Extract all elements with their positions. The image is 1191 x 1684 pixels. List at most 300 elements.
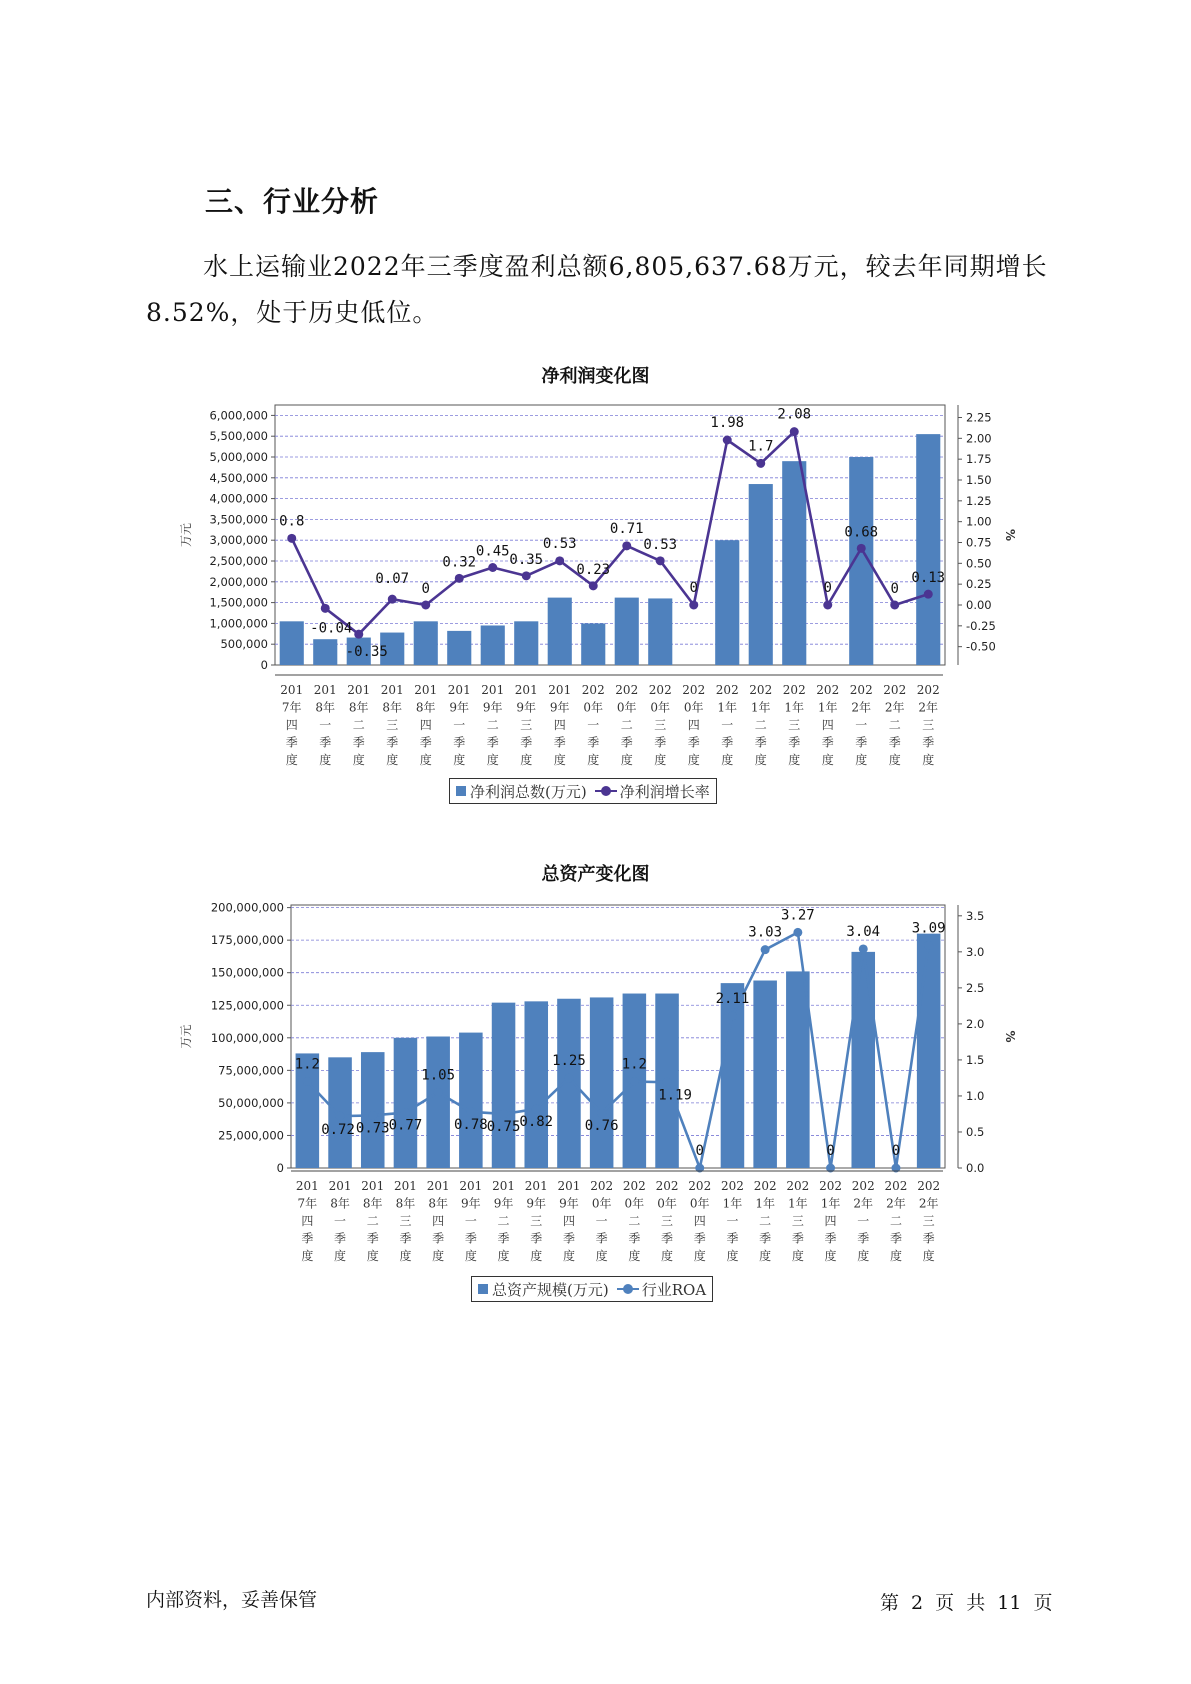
x-tick-label: 季 xyxy=(464,1231,477,1246)
x-tick-label: 1年 xyxy=(750,700,771,715)
x-tick-label: 季 xyxy=(553,735,566,750)
x-tick-label: 202 xyxy=(715,683,739,697)
y-tick-label: 50,000,000 xyxy=(218,1095,284,1110)
x-tick-label: 季 xyxy=(497,1231,510,1246)
y2-tick-label: -0.50 xyxy=(966,639,996,654)
x-tick-label: 2年 xyxy=(918,700,939,715)
x-tick-label: 0年 xyxy=(650,700,671,715)
x-tick-label: 二 xyxy=(352,718,365,732)
y-tick-label: 4,500,000 xyxy=(209,470,268,485)
bar xyxy=(481,625,505,665)
bar xyxy=(851,952,875,1168)
x-tick-label: 度 xyxy=(520,753,533,767)
line-point xyxy=(303,1077,312,1086)
line-point xyxy=(890,601,899,610)
x-tick-label: 一 xyxy=(857,1214,870,1228)
x-tick-label: 9年 xyxy=(559,1196,579,1211)
y-tick-label: 125,000,000 xyxy=(210,998,284,1013)
x-tick-label: 度 xyxy=(726,1249,739,1263)
x-tick-label: 四 xyxy=(553,718,566,732)
x-tick-label: 季 xyxy=(530,1231,543,1246)
x-tick-label: 202 xyxy=(615,683,639,697)
data-label: -0.04 xyxy=(310,620,353,637)
x-tick-label: 202 xyxy=(849,683,873,697)
footer-page-number: 第 2 页 共 11 页 xyxy=(880,1592,1053,1614)
x-tick-label: 度 xyxy=(285,753,298,767)
x-tick-label: 201 xyxy=(492,1179,516,1193)
data-label: 1.2 xyxy=(294,1056,320,1073)
data-label: 0 xyxy=(695,1143,704,1159)
x-tick-label: 季 xyxy=(693,1231,706,1246)
data-label: 3.04 xyxy=(846,923,881,940)
y2-axis-title: % xyxy=(1003,528,1017,542)
line-point xyxy=(924,590,933,599)
x-tick-label: 202 xyxy=(749,683,773,697)
x-tick-label: 度 xyxy=(922,753,935,767)
x-tick-label: 季 xyxy=(432,1231,445,1246)
x-tick-label: 一 xyxy=(587,718,600,732)
x-tick-label: 度 xyxy=(788,753,801,767)
x-tick-label: 202 xyxy=(688,1179,712,1193)
section-heading: 三、行业分析 xyxy=(205,185,380,218)
x-tick-label: 1年 xyxy=(717,700,738,715)
y2-tick-label: 1.50 xyxy=(966,473,992,487)
y-tick-label: 0 xyxy=(276,1161,284,1175)
x-tick-label: 三 xyxy=(520,718,533,732)
x-tick-label: 度 xyxy=(334,1249,347,1263)
line-point xyxy=(555,556,564,565)
x-tick-label: 二 xyxy=(486,718,499,732)
y2-tick-label: 0.5 xyxy=(966,1124,985,1139)
x-tick-label: 季 xyxy=(759,1231,772,1246)
x-tick-label: 度 xyxy=(352,753,365,767)
y2-tick-label: 3.5 xyxy=(966,908,985,923)
line-point xyxy=(321,604,330,613)
data-label: 0.72 xyxy=(321,1122,355,1139)
data-label: 0 xyxy=(823,580,832,596)
y-tick-label: 175,000,000 xyxy=(210,933,284,948)
x-tick-label: 0年 xyxy=(683,700,704,715)
x-tick-label: 度 xyxy=(791,1249,804,1263)
data-label: 1.2 xyxy=(621,1056,647,1073)
bar xyxy=(590,997,614,1168)
x-tick-label: 二 xyxy=(888,718,901,732)
chart2-legend-bar: 总资产规模(万元) xyxy=(492,1280,609,1299)
y2-tick-label: 0.00 xyxy=(966,598,992,612)
x-tick-label: 一 xyxy=(726,1214,739,1228)
bar xyxy=(916,434,940,665)
y-tick-label: 4,000,000 xyxy=(209,491,268,506)
x-tick-label: 季 xyxy=(486,735,499,750)
x-tick-label: 度 xyxy=(464,1249,477,1263)
x-tick-label: 9年 xyxy=(482,700,503,715)
x-tick-label: 三 xyxy=(530,1214,543,1228)
total-assets-chart xyxy=(0,898,1191,1318)
x-tick-label: 度 xyxy=(855,753,868,767)
footer-confidential: 内部资料，妥善保管 xyxy=(146,1589,318,1611)
data-label: 2.08 xyxy=(777,406,812,423)
bar xyxy=(615,598,639,665)
data-label: 0.73 xyxy=(355,1120,390,1137)
data-label: 0.77 xyxy=(388,1117,423,1134)
x-tick-label: 季 xyxy=(285,735,298,750)
x-tick-label: 度 xyxy=(562,1249,575,1263)
x-tick-label: 季 xyxy=(352,735,365,750)
bar xyxy=(447,631,471,665)
x-tick-label: 202 xyxy=(884,1179,908,1193)
x-tick-label: 8年 xyxy=(382,700,403,715)
x-tick-label: 三 xyxy=(791,1214,804,1228)
x-tick-label: 三 xyxy=(922,1214,935,1228)
y-axis-title: 万元 xyxy=(179,1024,193,1049)
data-label: 1.7 xyxy=(748,438,774,455)
x-tick-label: 7年 xyxy=(297,1196,318,1211)
x-tick-label: 季 xyxy=(726,1231,739,1246)
x-tick-label: 度 xyxy=(553,753,566,767)
line-point xyxy=(689,601,698,610)
bar-legend-swatch xyxy=(456,786,466,796)
y-tick-label: 2,500,000 xyxy=(209,554,268,568)
x-tick-label: 2年 xyxy=(851,700,872,715)
x-tick-label: 度 xyxy=(620,753,633,767)
x-tick-label: 季 xyxy=(721,735,734,750)
chart1-title: 净利润变化图 xyxy=(541,366,650,387)
bar xyxy=(581,623,605,665)
bar xyxy=(917,934,941,1168)
x-tick-label: 度 xyxy=(687,753,700,767)
y-tick-label: 5,000,000 xyxy=(209,450,268,464)
x-tick-label: 202 xyxy=(819,1179,843,1193)
line-point xyxy=(630,1077,639,1086)
x-tick-label: 季 xyxy=(661,1231,674,1246)
line-point xyxy=(336,1112,345,1121)
x-tick-label: 202 xyxy=(916,683,940,697)
x-tick-label: 0年 xyxy=(583,700,604,715)
y2-tick-label: 2.25 xyxy=(966,410,992,425)
line-point xyxy=(532,1104,541,1113)
y2-tick-label: 1.0 xyxy=(966,1088,985,1103)
x-tick-label: 度 xyxy=(628,1249,641,1263)
x-tick-label: 度 xyxy=(595,1249,608,1263)
x-tick-label: 季 xyxy=(366,1231,379,1246)
x-tick-label: 二 xyxy=(497,1214,510,1228)
line-point xyxy=(656,556,665,565)
x-tick-label: 2年 xyxy=(886,1196,906,1211)
x-tick-label: 1年 xyxy=(722,1196,743,1211)
line-point xyxy=(499,1109,508,1118)
x-tick-label: 季 xyxy=(888,735,901,750)
x-tick-label: 9年 xyxy=(516,700,537,715)
x-tick-label: 三 xyxy=(654,718,667,732)
y-tick-label: 3,500,000 xyxy=(209,512,268,527)
x-tick-label: 度 xyxy=(419,753,432,767)
x-tick-label: 度 xyxy=(889,1249,902,1263)
x-tick-label: 季 xyxy=(628,1231,641,1246)
x-tick-label: 202 xyxy=(917,1179,941,1193)
data-label: 3.27 xyxy=(780,907,815,924)
line-point xyxy=(790,427,799,436)
data-label: 0 xyxy=(891,1143,901,1159)
x-tick-label: 2年 xyxy=(884,700,905,715)
x-tick-label: 1年 xyxy=(784,700,805,715)
x-tick-label: 201 xyxy=(557,1179,581,1193)
x-tick-label: 201 xyxy=(328,1179,352,1193)
x-tick-label: 202 xyxy=(622,1179,646,1193)
x-tick-label: 季 xyxy=(791,1231,804,1246)
y-tick-label: 75,000,000 xyxy=(218,1063,284,1078)
line-point xyxy=(756,459,765,468)
y-axis-title: 万元 xyxy=(179,522,193,548)
x-tick-label: 二 xyxy=(889,1214,902,1228)
bar xyxy=(394,1038,418,1168)
x-tick-label: 四 xyxy=(419,718,432,732)
x-tick-label: 季 xyxy=(620,735,633,750)
y-tick-label: 2,000,000 xyxy=(209,574,268,589)
line-legend-swatch xyxy=(617,1284,639,1294)
x-tick-label: 0年 xyxy=(624,1196,645,1211)
x-tick-label: 度 xyxy=(824,1249,837,1263)
x-tick-label: 201 xyxy=(524,1179,548,1193)
x-tick-label: 1年 xyxy=(755,1196,775,1211)
line-point xyxy=(663,1078,672,1087)
y2-tick-label: 1.75 xyxy=(966,452,992,467)
x-tick-label: 一 xyxy=(319,718,332,732)
x-tick-label: 四 xyxy=(687,718,700,732)
x-tick-label: 202 xyxy=(816,683,840,697)
chart1-legend xyxy=(449,778,717,804)
y2-tick-label: 0.0 xyxy=(966,1161,985,1175)
x-tick-label: 202 xyxy=(786,1179,810,1193)
chart1-legend-bar: 净利润总数(万元) xyxy=(470,782,587,801)
x-tick-label: 201 xyxy=(447,683,471,697)
y-tick-label: 3,000,000 xyxy=(209,533,268,548)
net-profit-chart xyxy=(0,400,1191,830)
line-point xyxy=(401,1108,410,1117)
x-tick-label: 度 xyxy=(922,1249,935,1263)
bar xyxy=(782,461,806,665)
x-tick-label: 201 xyxy=(548,683,572,697)
x-tick-label: 202 xyxy=(655,1179,679,1193)
line-point xyxy=(564,1073,573,1082)
x-tick-label: 202 xyxy=(581,683,605,697)
x-tick-label: 201 xyxy=(280,683,304,697)
bar-legend-swatch xyxy=(478,1284,488,1294)
x-tick-label: 季 xyxy=(754,735,767,750)
x-tick-label: 三 xyxy=(922,718,935,732)
x-tick-label: 201 xyxy=(380,683,404,697)
data-label: 3.03 xyxy=(748,924,783,941)
y-tick-label: 1,000,000 xyxy=(209,616,268,631)
x-tick-label: 1年 xyxy=(788,1196,808,1211)
y2-axis-title: % xyxy=(1003,1030,1017,1043)
x-tick-label: 季 xyxy=(687,735,700,750)
x-tick-label: 202 xyxy=(720,1179,744,1193)
y2-tick-label: 1.00 xyxy=(966,514,992,529)
x-tick-label: 8年 xyxy=(315,700,336,715)
x-tick-label: 201 xyxy=(347,683,371,697)
x-tick-label: 201 xyxy=(393,1179,417,1193)
x-tick-label: 季 xyxy=(788,735,801,750)
bar xyxy=(514,621,538,665)
x-tick-label: 度 xyxy=(432,1249,445,1263)
line-point xyxy=(287,534,296,543)
x-tick-label: 三 xyxy=(399,1214,412,1228)
line-point xyxy=(728,1011,737,1020)
x-tick-label: 度 xyxy=(587,753,600,767)
x-tick-label: 季 xyxy=(922,1231,935,1246)
x-tick-label: 202 xyxy=(682,683,706,697)
x-tick-label: 四 xyxy=(693,1214,706,1228)
x-tick-label: 一 xyxy=(721,718,734,732)
x-tick-label: 度 xyxy=(366,1249,379,1263)
x-tick-label: 季 xyxy=(386,735,399,750)
x-tick-label: 季 xyxy=(922,735,935,750)
x-tick-label: 季 xyxy=(520,735,533,750)
data-label: 0.71 xyxy=(609,520,644,537)
x-tick-label: 8年 xyxy=(395,1196,416,1211)
line-point xyxy=(761,945,770,954)
x-tick-label: 201 xyxy=(481,683,505,697)
y2-tick-label: -0.25 xyxy=(966,618,996,633)
bar xyxy=(492,1003,516,1168)
x-tick-label: 季 xyxy=(821,735,834,750)
data-label: 2.11 xyxy=(715,990,750,1007)
x-tick-label: 季 xyxy=(419,735,432,750)
x-tick-label: 度 xyxy=(754,753,767,767)
data-label: 0.23 xyxy=(576,561,611,578)
x-tick-label: 201 xyxy=(414,683,438,697)
data-label: 0.78 xyxy=(453,1116,488,1133)
data-label: 0 xyxy=(689,580,698,596)
data-label: 1.25 xyxy=(552,1052,586,1069)
x-tick-label: 201 xyxy=(295,1179,319,1193)
x-tick-label: 0年 xyxy=(616,700,637,715)
x-tick-label: 季 xyxy=(319,735,332,750)
x-tick-label: 二 xyxy=(759,1214,772,1228)
x-tick-label: 202 xyxy=(590,1179,614,1193)
x-tick-label: 季 xyxy=(855,735,868,750)
x-tick-label: 一 xyxy=(453,718,466,732)
x-tick-label: 度 xyxy=(693,1249,706,1263)
x-tick-label: 9年 xyxy=(549,700,570,715)
x-tick-label: 度 xyxy=(888,753,901,767)
y-tick-label: 500,000 xyxy=(220,637,268,652)
y2-tick-label: 1.5 xyxy=(966,1052,985,1067)
line-point xyxy=(823,601,832,610)
data-label: 0.76 xyxy=(584,1118,619,1135)
x-tick-label: 二 xyxy=(628,1214,641,1228)
y-tick-label: 100,000,000 xyxy=(210,1030,284,1045)
x-tick-label: 季 xyxy=(824,1231,837,1246)
x-tick-label: 一 xyxy=(464,1214,477,1228)
x-tick-label: 季 xyxy=(857,1231,870,1246)
y2-tick-label: 0.75 xyxy=(966,535,992,550)
bar xyxy=(280,621,304,665)
line-point xyxy=(522,571,531,580)
line-point xyxy=(622,541,631,550)
x-tick-label: 度 xyxy=(530,1249,543,1263)
y2-tick-label: 1.25 xyxy=(966,493,992,508)
y-tick-label: 6,000,000 xyxy=(209,408,268,423)
bar xyxy=(414,621,438,665)
x-tick-label: 二 xyxy=(620,718,633,732)
data-label: 1.98 xyxy=(710,415,745,431)
bar xyxy=(426,1037,450,1169)
data-label: 0.53 xyxy=(542,535,577,552)
x-tick-label: 2年 xyxy=(853,1196,874,1211)
x-tick-label: 202 xyxy=(753,1179,777,1193)
chart2-legend xyxy=(471,1276,713,1302)
x-tick-label: 季 xyxy=(301,1231,314,1246)
x-tick-label: 8年 xyxy=(362,1196,383,1211)
x-tick-label: 季 xyxy=(654,735,667,750)
x-tick-label: 8年 xyxy=(348,700,369,715)
y-tick-label: 0 xyxy=(260,658,268,672)
y2-tick-label: 2.00 xyxy=(966,431,992,446)
x-tick-label: 度 xyxy=(759,1249,772,1263)
data-label: -0.35 xyxy=(345,644,388,661)
line-legend-swatch xyxy=(595,786,617,796)
x-tick-label: 7年 xyxy=(281,700,302,715)
x-tick-label: 度 xyxy=(654,753,667,767)
x-tick-label: 一 xyxy=(595,1214,608,1228)
bar xyxy=(361,1052,385,1168)
x-tick-label: 三 xyxy=(386,718,399,732)
bar xyxy=(459,1033,483,1168)
x-tick-label: 8年 xyxy=(415,700,436,715)
line-point xyxy=(434,1088,443,1097)
line-point xyxy=(924,941,933,950)
data-label: 0.82 xyxy=(519,1113,554,1130)
line-point xyxy=(421,601,430,610)
line-point xyxy=(857,544,866,553)
chart2-title: 总资产变化图 xyxy=(541,864,650,885)
data-label: 0 xyxy=(421,581,430,597)
x-tick-label: 1年 xyxy=(820,1196,841,1211)
x-tick-label: 201 xyxy=(361,1179,385,1193)
y2-tick-label: 2.0 xyxy=(966,1016,985,1031)
x-tick-label: 三 xyxy=(788,718,801,732)
x-tick-label: 202 xyxy=(648,683,672,697)
x-tick-label: 201 xyxy=(514,683,538,697)
x-tick-label: 四 xyxy=(432,1214,445,1228)
x-tick-label: 201 xyxy=(426,1179,450,1193)
x-tick-label: 季 xyxy=(453,735,466,750)
x-tick-label: 9年 xyxy=(461,1196,481,1211)
x-tick-label: 202 xyxy=(782,683,806,697)
data-label: 3.09 xyxy=(911,920,946,937)
x-tick-label: 四 xyxy=(562,1214,575,1228)
line-point xyxy=(466,1107,475,1116)
data-label: 0.68 xyxy=(844,524,879,541)
x-tick-label: 度 xyxy=(661,1249,674,1263)
bar xyxy=(715,540,739,665)
x-tick-label: 度 xyxy=(399,1249,412,1263)
y2-tick-label: 0.50 xyxy=(966,556,992,571)
x-tick-label: 9年 xyxy=(449,700,470,715)
x-tick-label: 度 xyxy=(721,753,734,767)
line-point xyxy=(723,436,732,445)
data-label: 0 xyxy=(826,1143,835,1159)
bar xyxy=(721,983,745,1168)
data-label: 0.53 xyxy=(643,536,678,553)
x-tick-label: 二 xyxy=(366,1214,379,1228)
x-tick-label: 三 xyxy=(661,1214,674,1228)
x-tick-label: 9年 xyxy=(493,1196,514,1211)
bar xyxy=(648,598,672,665)
bar xyxy=(749,484,773,665)
line-point xyxy=(859,944,868,953)
